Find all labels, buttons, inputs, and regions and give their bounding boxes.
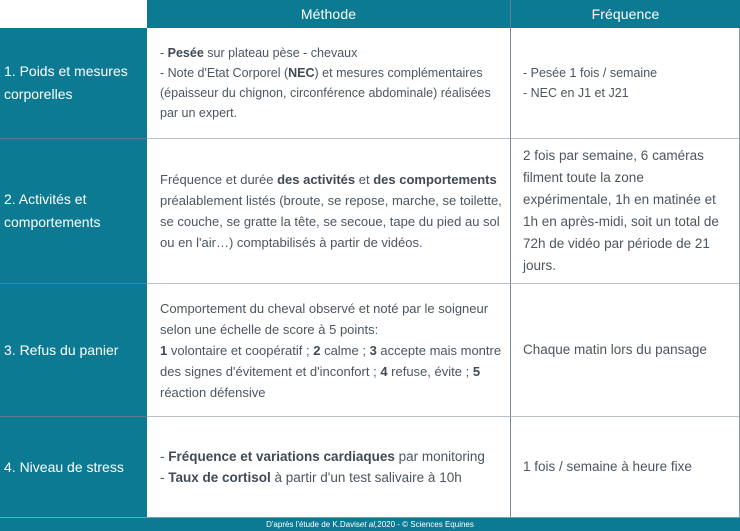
method-line: Fréquence et durée des activités et des comportements préalablement listés (broute, se repose, marche, se toilette, se couche, se gratte la tête, se secoue, tape du pied au sol ou en l'air…) comptabilisés à partir de vidéos. [160,172,502,250]
table-row [0,284,740,417]
row-label: 1. Poids et mesures corporelles [0,28,147,139]
row-label: 4. Niveau de stress [0,417,147,517]
method-line: - Fréquence et variations cardiaques par monitoring [160,449,485,464]
frequency-line: 1 fois / semaine à heure fixe [523,459,692,474]
frequency-cell [511,284,740,417]
source-footer [0,517,740,531]
footer-et-al: et al, [359,520,378,529]
frequency-line: - NEC en J1 et J21 [523,86,629,100]
header-corner-empty [0,0,147,29]
method-line: - Taux de cortisol à partir d'un test salivaire à 10h [160,470,462,485]
table-row [0,28,740,139]
method-line: - Note d'Etat Corporel (NEC) et mesures complémentaires (épaisseur du chignon, circonférence abdominale) réalisées par un expert. [160,66,491,120]
frequency-line: - Pesée 1 fois / semaine [523,66,658,80]
method-cell [147,139,511,284]
method-line: Comportement du cheval observé et noté par le soigneur selon une échelle de score à 5 points: [160,300,489,337]
method-line: 1 volontaire et coopératif ; 2 calme ; 3 accepte mais montre des signes d'évitement et d'inconfort ; 4 refuse, évite ; 5 réaction défensive [160,342,502,400]
header-frequency: Fréquence [511,0,740,28]
table-row [0,139,740,284]
footer-prefix: D'après l'étude de K.Davis [266,520,360,529]
row-label: 3. Refus du panier [0,284,147,417]
method-cell [147,284,511,417]
table-header-row [0,0,740,28]
header-method: Méthode [147,0,511,28]
method-line: - Pesée sur plateau pèse - chevaux [160,46,358,60]
frequency-cell [511,28,740,139]
table-row [0,417,740,517]
method-cell [147,28,511,139]
frequency-cell [511,139,740,284]
row-label: 2. Activités et comportements [0,139,147,284]
footer-suffix: 2020 - © Sciences Equines [377,520,474,529]
method-cell [147,417,511,517]
frequency-cell [511,417,740,517]
frequency-line: 2 fois par semaine, 6 caméras filment toute la zone expérimentale, 1h en matinée et 1h en après-midi, soit un total de 72h de vidéo par période de 21 jours. [523,148,719,273]
frequency-line: Chaque matin lors du pansage [523,342,707,357]
